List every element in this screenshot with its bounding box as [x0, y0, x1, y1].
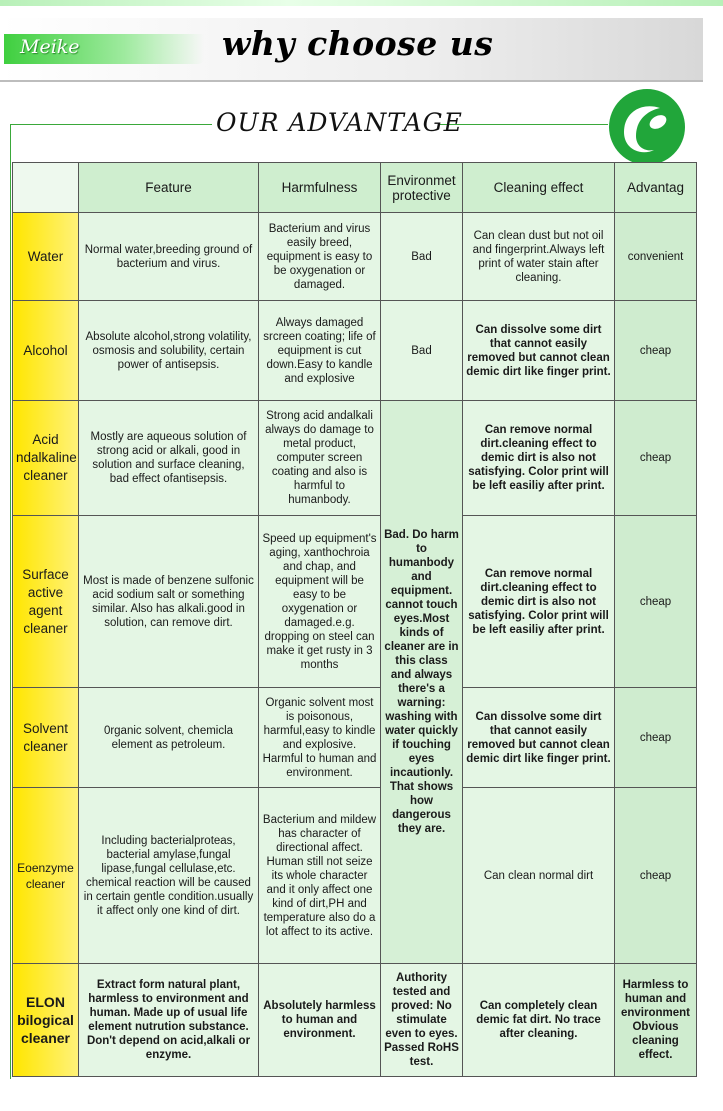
- advantage-cell: cheap: [615, 301, 697, 401]
- page-title: why choose us: [222, 24, 494, 63]
- section-frame-left: [10, 124, 11, 1079]
- green-leaf-circle-icon: [606, 86, 688, 168]
- section-title: OUR ADVANTAGE: [216, 108, 463, 137]
- cleaning-cell: Can dissolve some dirt that cannot easily removed but cannot clean demic dirt like finger print.: [463, 688, 615, 788]
- table-header-row: [13, 163, 697, 213]
- environmental-cell: Bad: [381, 213, 463, 301]
- row-name: Alcohol: [13, 301, 79, 401]
- cleaning-cell: Can remove normal dirt.cleaning effect to demic dirt is also not satisfying. Color print will be left easiliy after print.: [463, 516, 615, 688]
- comparison-table: [12, 162, 697, 1077]
- logo-text: Meike: [20, 36, 80, 58]
- advantage-cell: Harmless to human and environment Obvious cleaning effect.: [615, 964, 697, 1077]
- row-name: Solvent cleaner: [13, 688, 79, 788]
- feature-cell: 0rganic solvent, chemicla element as petroleum.: [79, 688, 259, 788]
- comparison-table-wrapper: [12, 162, 696, 1076]
- environmental-cell: Bad: [381, 301, 463, 401]
- harmfulness-cell: Organic solvent most is poisonous, harmful,easy to kindle and explosive. Harmful to human and environment.: [259, 688, 381, 788]
- table-row: [13, 516, 697, 688]
- harmfulness-cell: Always damaged srcreen coating; life of equipment is cut down.Easy to kandle and explosive: [259, 301, 381, 401]
- row-name: ELON bilogical cleaner: [13, 964, 79, 1077]
- feature-cell: Absolute alcohol,strong volatility, osmosis and solubility, certain power of antisepsis.: [79, 301, 259, 401]
- harmfulness-cell: Bacterium and virus easily breed, equipment is easy to be oxygenation or damaged.: [259, 213, 381, 301]
- header-feature: Feature: [79, 163, 259, 213]
- row-name: Eoenzyme cleaner: [13, 788, 79, 964]
- harmfulness-cell: Speed up equipment's aging, xanthochroia and chap, and equipment will be easy to be oxygenation or damaged.e.g. dropping on steel can make it get rusty in 3 months: [259, 516, 381, 688]
- feature-cell: Most is made of benzene sulfonic acid sodium salt or something similar. Also has alkali.good in solution, can remove dirt.: [79, 516, 259, 688]
- header-cleaning-effect: Cleaning effect: [463, 163, 615, 213]
- feature-cell: Mostly are aqueous solution of strong acid or alkali, good in solution and surface cleaning, bad effect ofantisepsis.: [79, 401, 259, 516]
- advantage-cell: cheap: [615, 401, 697, 516]
- feature-cell: Including bacterialproteas, bacterial amylase,fungal lipase,fungal cellulase,etc. chemical reaction will be caused in certain gentle condition.usually it affect only one kind of dirt.: [79, 788, 259, 964]
- cleaning-cell: Can clean normal dirt: [463, 788, 615, 964]
- row-name: Acid ndalkaline cleaner: [13, 401, 79, 516]
- brand-logo[interactable]: [4, 34, 204, 64]
- harmfulness-cell: Strong acid andalkali always do damage to metal product, computer screen coating and also is harmful to humanbody.: [259, 401, 381, 516]
- section-divider-right: [438, 124, 608, 125]
- section-divider-left: [10, 124, 212, 125]
- table-row: [13, 964, 697, 1077]
- header-advantage: Advantag: [615, 163, 697, 213]
- table-row: [13, 301, 697, 401]
- environmental-cell: Authority tested and proved: No stimulate even to eyes. Passed RoHS test.: [381, 964, 463, 1077]
- page-header: [0, 18, 703, 82]
- cleaning-cell: Can completely clean demic fat dirt. No trace after cleaning.: [463, 964, 615, 1077]
- cleaning-cell: Can remove normal dirt.cleaning effect to demic dirt is also not satisfying. Color print will be left easiliy after print.: [463, 401, 615, 516]
- advantage-cell: cheap: [615, 516, 697, 688]
- header-environmental: Environmet protective: [381, 163, 463, 213]
- advantage-cell: cheap: [615, 788, 697, 964]
- header-corner: [13, 163, 79, 213]
- feature-cell: Normal water,breeding ground of bacterium and virus.: [79, 213, 259, 301]
- advantage-cell: convenient: [615, 213, 697, 301]
- feature-cell: Extract form natural plant, harmless to environment and human. Made up of usual life element nutrution substance. Don't depend on acid,alkali or enzyme.: [79, 964, 259, 1077]
- header-harmfulness: Harmfulness: [259, 163, 381, 213]
- row-name: Surface active agent cleaner: [13, 516, 79, 688]
- harmfulness-cell: Bacterium and mildew has character of directional affect. Human still not seize its whole character and it only affect one kind of dirt,PH and temperature also do a lot affect to its active.: [259, 788, 381, 964]
- row-name: Water: [13, 213, 79, 301]
- cleaning-cell: Can clean dust but not oil and fingerprint.Always left print of water stain after cleaning.: [463, 213, 615, 301]
- table-row: [13, 788, 697, 964]
- top-accent-bar: [0, 0, 723, 6]
- environmental-shared-cell: Bad. Do harm to humanbody and equipment. cannot touch eyes.Most kinds of cleaner are in this class and always there's a warning: washing with water quickly if touching eyes incautionly. That shows how dangerous they are.: [381, 401, 463, 964]
- advantage-cell: cheap: [615, 688, 697, 788]
- table-row: [13, 213, 697, 301]
- table-row: [13, 401, 697, 516]
- harmfulness-cell: Absolutely harmless to human and environment.: [259, 964, 381, 1077]
- table-row: [13, 688, 697, 788]
- cleaning-cell: Can dissolve some dirt that cannot easily removed but cannot clean demic dirt like finger print.: [463, 301, 615, 401]
